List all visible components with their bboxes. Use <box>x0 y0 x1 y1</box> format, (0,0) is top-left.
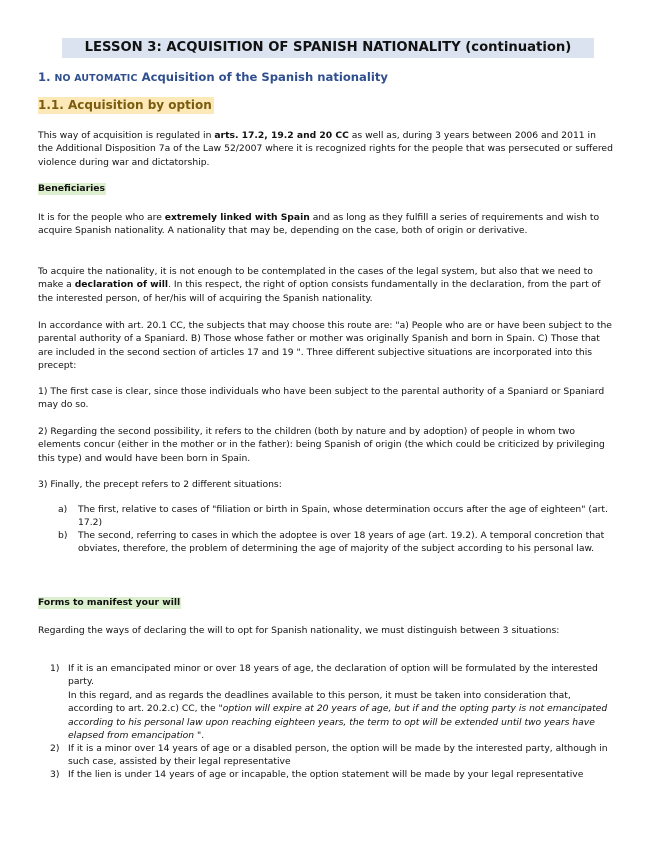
forms-heading: Forms to manifest your will <box>38 597 181 608</box>
beneficiaries-heading: Beneficiaries <box>38 183 105 194</box>
list-marker: 3) <box>50 769 60 780</box>
intro-paragraph: This way of acquisition is regulated in arts. 17.2, 19.2 and 20 CC as well as, during 3 years between 2006 and 2011 in the Additional Disposition 7a of the Law 52/2007 where it is recognized rights for the people that was persecuted or suffered violence during war and dictatorship. <box>38 130 613 168</box>
beneficiaries-paragraph-5: 2) Regarding the second possibility, it refers to the children (both by nature and by adoption) of people in whom two elements concur (either in the mother or in the father): being Spanish of origin (the which could be criticized by privileging this type) and would have been born in Spain. <box>38 426 605 464</box>
list-item-text: The first, relative to cases of "filiation or birth in Spain, whose determination occurs after the age of eighteen" (art. 17.2) <box>78 504 608 529</box>
list-item-text: If it is an emancipated minor or over 18 years of age, the declaration of option will be formulated by the interested party. In this regard, and as regards the deadlines available to this person, it must be taken into consideration that, according to art. 20.2.c) CC, the "option will expire at 20 years of age, but if and the opting party is not emancipated according to his personal law upon reaching eighteen years, the term to opt will be extended until two years have elapsed from emancipation ". <box>68 663 608 742</box>
beneficiaries-paragraph-4: 1) The first case is clear, since those individuals who have been subject to the parental authority of a Spaniard or Spaniard may do so. <box>38 386 605 411</box>
section-number: 1. <box>38 70 55 84</box>
list-item-text: If the lien is under 14 years of age or incapable, the option statement will be made by your legal representative <box>68 769 584 780</box>
section-smallcaps: NO AUTOMATIC <box>54 73 138 84</box>
subsection-heading: 1.1. Acquisition by option <box>38 98 212 112</box>
list-marker: b) <box>58 530 68 541</box>
section-heading-1 <box>38 70 388 84</box>
beneficiaries-paragraph-3: In accordance with art. 20.1 CC, the subjects that may choose this route are: "a) People who are or have been subject to the parental authority of a Spaniard. B) Those whose father or mother was originally Spanish and born in Spain. C) Those that are included in the second section of articles 17 and 19 ". Three different subjective situations are incorporated into this precept: <box>38 320 612 372</box>
section-heading-rest: Acquisition of the Spanish nationality <box>137 70 388 84</box>
beneficiaries-paragraph-6: 3) Finally, the precept refers to 2 different situations: <box>38 479 282 490</box>
lesson-title: LESSON 3: ACQUISITION OF SPANISH NATIONALITY (continuation) <box>62 38 594 58</box>
list-item-text: If it is a minor over 14 years of age or a disabled person, the option will be made by the interested party, although in such case, assisted by their legal representative <box>68 743 608 768</box>
beneficiaries-paragraph-1: It is for the people who are extremely linked with Spain and as long as they fulfill a series of requirements and wish to acquire Spanish nationality. A nationality that may be, depending on the case, both of origin or derivative. <box>38 212 600 237</box>
forms-intro: Regarding the ways of declaring the will to opt for Spanish nationality, we must distinguish between 3 situations: <box>38 625 560 636</box>
list-item-text: The second, referring to cases in which the adoptee is over 18 years of age (art. 19.2). A temporal concretion that obviates, therefore, the problem of determining the age of majority of the subject according to his personal law. <box>78 530 605 555</box>
list-marker: 2) <box>50 743 60 754</box>
list-marker: 1) <box>50 663 60 674</box>
list-marker: a) <box>58 504 68 515</box>
beneficiaries-paragraph-2: To acquire the nationality, it is not enough to be contemplated in the cases of the legal system, but also that we need to make a declaration of will. In this respect, the right of option consists fundamentally in the declaration, from the part of the interested person, of her/his will of acquiring the Spanish nationality. <box>38 266 601 304</box>
